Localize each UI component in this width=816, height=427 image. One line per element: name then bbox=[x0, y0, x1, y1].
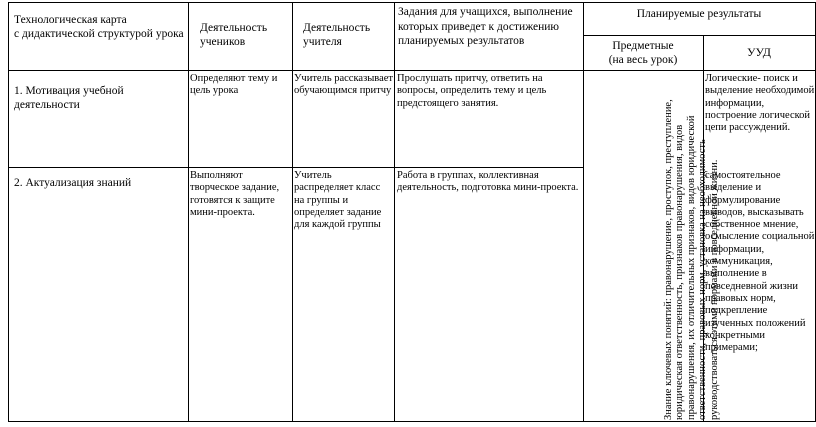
row2-students: Выполняют творческое задание, готовятся к защите мини-проекта. bbox=[190, 170, 280, 218]
header-bottom-border bbox=[8, 70, 816, 71]
row1-stage: 1. Мотивация учебной деятельности bbox=[14, 85, 124, 111]
header-uud: УУД bbox=[747, 45, 771, 59]
subject-results-text: Знание ключевых понятий: правонарушение, проступок, преступление, юридическая ответственность, признаков правонарушения, видов правонарушения, их отличительных признаков, видов юридической ответственности, правовых норм, установка на необходимость руководствоваться этими нормами в повседневной жизни. bbox=[663, 99, 720, 420]
row1-task: Прослушать притчу, ответить на вопросы, определить тему и цель предстоящего занятия. bbox=[397, 73, 547, 109]
row2-uud: самостоятельное выделение и формулирование выводов, высказывать собственное мнение, осмысление социальной информации, коммуникация, выполнение в повседневной жизни правовых норм, подкрепление изученных положений конкретными примерами; bbox=[705, 170, 815, 354]
row-divider bbox=[8, 167, 583, 168]
table-top-border bbox=[8, 2, 816, 3]
row1-uud: Логические- поиск и выделение необходимой информации, построение логической цепи рассуждений. bbox=[705, 73, 815, 134]
table-bottom-border bbox=[8, 421, 816, 422]
header-planned-results: Планируемые результаты bbox=[636, 8, 762, 20]
col-divider-1 bbox=[188, 2, 189, 422]
row2-stage: 2. Актуализация знаний bbox=[14, 177, 132, 189]
header-tasks: Задания для учащихся, выполнение которых приведет к достижению планируемых результатов bbox=[398, 6, 573, 47]
table-left-border bbox=[8, 2, 9, 422]
col-divider-2 bbox=[292, 2, 293, 422]
planned-subheader-border bbox=[583, 35, 816, 36]
header-teacher: Деятельность учителя bbox=[303, 22, 371, 48]
row2-task: Работа в группах, коллективная деятельность, подготовка мини-проекта. bbox=[397, 170, 579, 194]
row1-teacher: Учитель рассказывает обучающимся притчу bbox=[294, 73, 394, 97]
row1-students: Определяют тему и цель урока bbox=[190, 73, 278, 97]
header-stage: Технологическая карта с дидактической структурой урока bbox=[14, 14, 184, 40]
header-subject-results: Предметные (на весь урок) bbox=[608, 40, 678, 66]
col-divider-3 bbox=[394, 2, 395, 422]
header-students: Деятельность учеников bbox=[200, 22, 268, 48]
row2-teacher: Учитель распределяет класс на группы и определяет задание для каждой группы bbox=[294, 170, 382, 231]
